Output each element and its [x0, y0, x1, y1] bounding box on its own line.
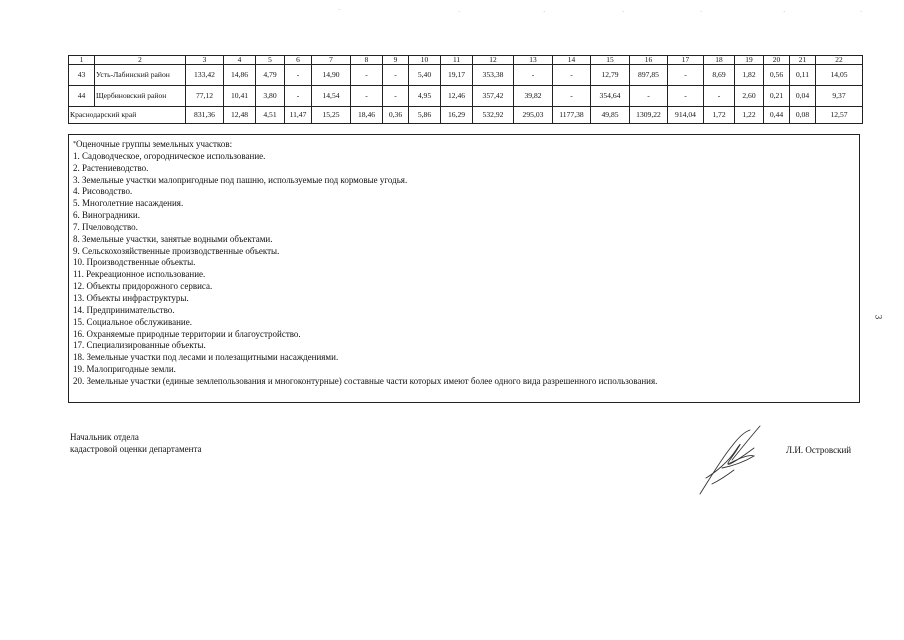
note-item: 16. Охраняемые природные территории и благоустройство.	[73, 328, 301, 339]
region-name: Краснодарский край	[69, 107, 186, 124]
table-cell: -	[630, 86, 668, 107]
page-number: 3	[873, 314, 884, 320]
note-item: 15. Социальное обслуживание.	[73, 316, 192, 327]
table-cell: -	[285, 86, 312, 107]
table-row	[69, 65, 863, 86]
table-cell: 354,64	[591, 86, 630, 107]
table-cell: 4,95	[409, 86, 441, 107]
footnote-marker: *	[73, 141, 76, 147]
table-header-row	[69, 56, 863, 65]
note-item: 13. Объекты инфраструктуры.	[73, 292, 189, 303]
table-cell: 49,85	[591, 107, 630, 124]
data-table	[68, 55, 863, 124]
note-item: 1. Садоводческое, огородническое использование.	[73, 150, 266, 161]
handwritten-signature	[692, 420, 772, 498]
note-item: 14. Предпринимательство.	[73, 304, 175, 315]
table-cell: 133,42	[186, 65, 224, 86]
scan-speck: ·	[700, 8, 703, 16]
signatory-title	[70, 432, 202, 455]
note-item: 3. Земельные участки малопригодные под пашню, используемые под кормовые угодья.	[73, 174, 408, 185]
note-item: 6. Виноградники.	[73, 210, 140, 221]
signatory-title-line: кадастровой оценки департамента	[70, 443, 202, 454]
table-cell: 914,04	[668, 107, 704, 124]
notes-title: Оценочные группы земельных участков:	[76, 139, 233, 149]
table-total-row	[69, 107, 863, 124]
table-cell: 0,11	[790, 65, 816, 86]
table-cell: 1309,22	[630, 107, 668, 124]
table-cell: -	[351, 86, 383, 107]
table-cell: 0,56	[764, 65, 790, 86]
note-item: 2. Растениеводство.	[73, 162, 149, 173]
scan-speck: ·	[783, 8, 786, 16]
table-cell: -	[553, 65, 591, 86]
table-cell: 14,86	[224, 65, 256, 86]
scan-speck: ·	[622, 8, 625, 16]
table-cell: 0,08	[790, 107, 816, 124]
table-cell: 0,04	[790, 86, 816, 107]
note-item: 20. Земельные участки (единые землепользования и многоконтурные) составные части которых имеют более одного вида разрешенного использования.	[73, 375, 658, 386]
table-cell: -	[668, 86, 704, 107]
table-cell: 3,80	[256, 86, 285, 107]
table-cell: 897,85	[630, 65, 668, 86]
table-cell: 532,92	[473, 107, 514, 124]
col-header: 11	[441, 56, 473, 65]
table-cell: 4,79	[256, 65, 285, 86]
col-header: 22	[816, 56, 863, 65]
row-number: 44	[69, 86, 95, 107]
table-cell: 12,46	[441, 86, 473, 107]
col-header: 21	[790, 56, 816, 65]
table-cell: 1177,38	[553, 107, 591, 124]
table-cell: 12,79	[591, 65, 630, 86]
table-cell: 5,86	[409, 107, 441, 124]
col-header: 2	[95, 56, 186, 65]
table-cell: -	[351, 65, 383, 86]
table-cell: 2,60	[735, 86, 764, 107]
table-cell: 14,05	[816, 65, 863, 86]
table-cell: 1,22	[735, 107, 764, 124]
table-cell: -	[383, 65, 409, 86]
note-item: 5. Многолетние насаждения.	[73, 198, 184, 209]
table-cell: 77,12	[186, 86, 224, 107]
table-cell: 16,29	[441, 107, 473, 124]
table-cell: 4,51	[256, 107, 285, 124]
note-item: 10. Производственные объекты.	[73, 257, 196, 268]
scan-speck: ·	[458, 8, 461, 16]
table-cell: 12,48	[224, 107, 256, 124]
table-cell: 1,82	[735, 65, 764, 86]
table-cell: 295,03	[514, 107, 553, 124]
table-cell: 5,40	[409, 65, 441, 86]
scan-speck: ·	[543, 8, 546, 16]
col-header: 10	[409, 56, 441, 65]
note-item: 11. Рекреационное использование.	[73, 269, 206, 280]
table-cell: 12,57	[816, 107, 863, 124]
col-header: 13	[514, 56, 553, 65]
col-header: 14	[553, 56, 591, 65]
col-header: 5	[256, 56, 285, 65]
table-cell: -	[704, 86, 735, 107]
scan-speck: ·	[860, 8, 863, 16]
col-header: 17	[668, 56, 704, 65]
signatory-title-line: Начальник отдела	[70, 432, 139, 442]
signatory-name: Л.И. Островский	[786, 445, 852, 455]
table-cell: 1,72	[704, 107, 735, 124]
note-item: 18. Земельные участки под лесами и полезащитными насаждениями.	[73, 352, 339, 363]
note-item: 12. Объекты придорожного сервиса.	[73, 281, 213, 292]
table-cell: 11,47	[285, 107, 312, 124]
col-header: 9	[383, 56, 409, 65]
table-cell: -	[668, 65, 704, 86]
col-header: 6	[285, 56, 312, 65]
table-cell: 39,82	[514, 86, 553, 107]
table-cell: 8,69	[704, 65, 735, 86]
table-cell: 10,41	[224, 86, 256, 107]
col-header: 15	[591, 56, 630, 65]
district-name: Щербиновский район	[95, 86, 186, 107]
col-header: 19	[735, 56, 764, 65]
note-item: 7. Пчеловодство.	[73, 221, 138, 232]
table-cell: 0,21	[764, 86, 790, 107]
table-cell: 357,42	[473, 86, 514, 107]
table-cell: 19,17	[441, 65, 473, 86]
note-item: 17. Специализированные объекты.	[73, 340, 206, 351]
col-header: 12	[473, 56, 514, 65]
row-number: 43	[69, 65, 95, 86]
scan-speck: ·	[338, 6, 341, 14]
col-header: 3	[186, 56, 224, 65]
notes-box	[68, 134, 860, 403]
table-cell: 15,25	[312, 107, 351, 124]
table-cell: -	[553, 86, 591, 107]
table-cell: 14,90	[312, 65, 351, 86]
table-cell: 14,54	[312, 86, 351, 107]
district-name: Усть-Лабинский район	[95, 65, 186, 86]
table-cell: -	[383, 86, 409, 107]
table-cell: 0,44	[764, 107, 790, 124]
col-header: 4	[224, 56, 256, 65]
table-cell: 353,38	[473, 65, 514, 86]
notes-title-line	[73, 139, 859, 151]
col-header: 16	[630, 56, 668, 65]
col-header: 18	[704, 56, 735, 65]
table-cell: 0,36	[383, 107, 409, 124]
note-item: 4. Рисоводство.	[73, 186, 133, 197]
col-header: 1	[69, 56, 95, 65]
table-cell: 831,36	[186, 107, 224, 124]
col-header: 7	[312, 56, 351, 65]
note-item: 19. Малопригодные земли.	[73, 364, 176, 375]
note-item: 9. Сельскохозяйственные производственные объекты.	[73, 245, 280, 256]
col-header: 8	[351, 56, 383, 65]
table-cell: -	[514, 65, 553, 86]
col-header: 20	[764, 56, 790, 65]
table-cell: 18,46	[351, 107, 383, 124]
table-cell: -	[285, 65, 312, 86]
note-item: 8. Земельные участки, занятые водными объектами.	[73, 233, 273, 244]
table-cell: 9,37	[816, 86, 863, 107]
table-row	[69, 86, 863, 107]
